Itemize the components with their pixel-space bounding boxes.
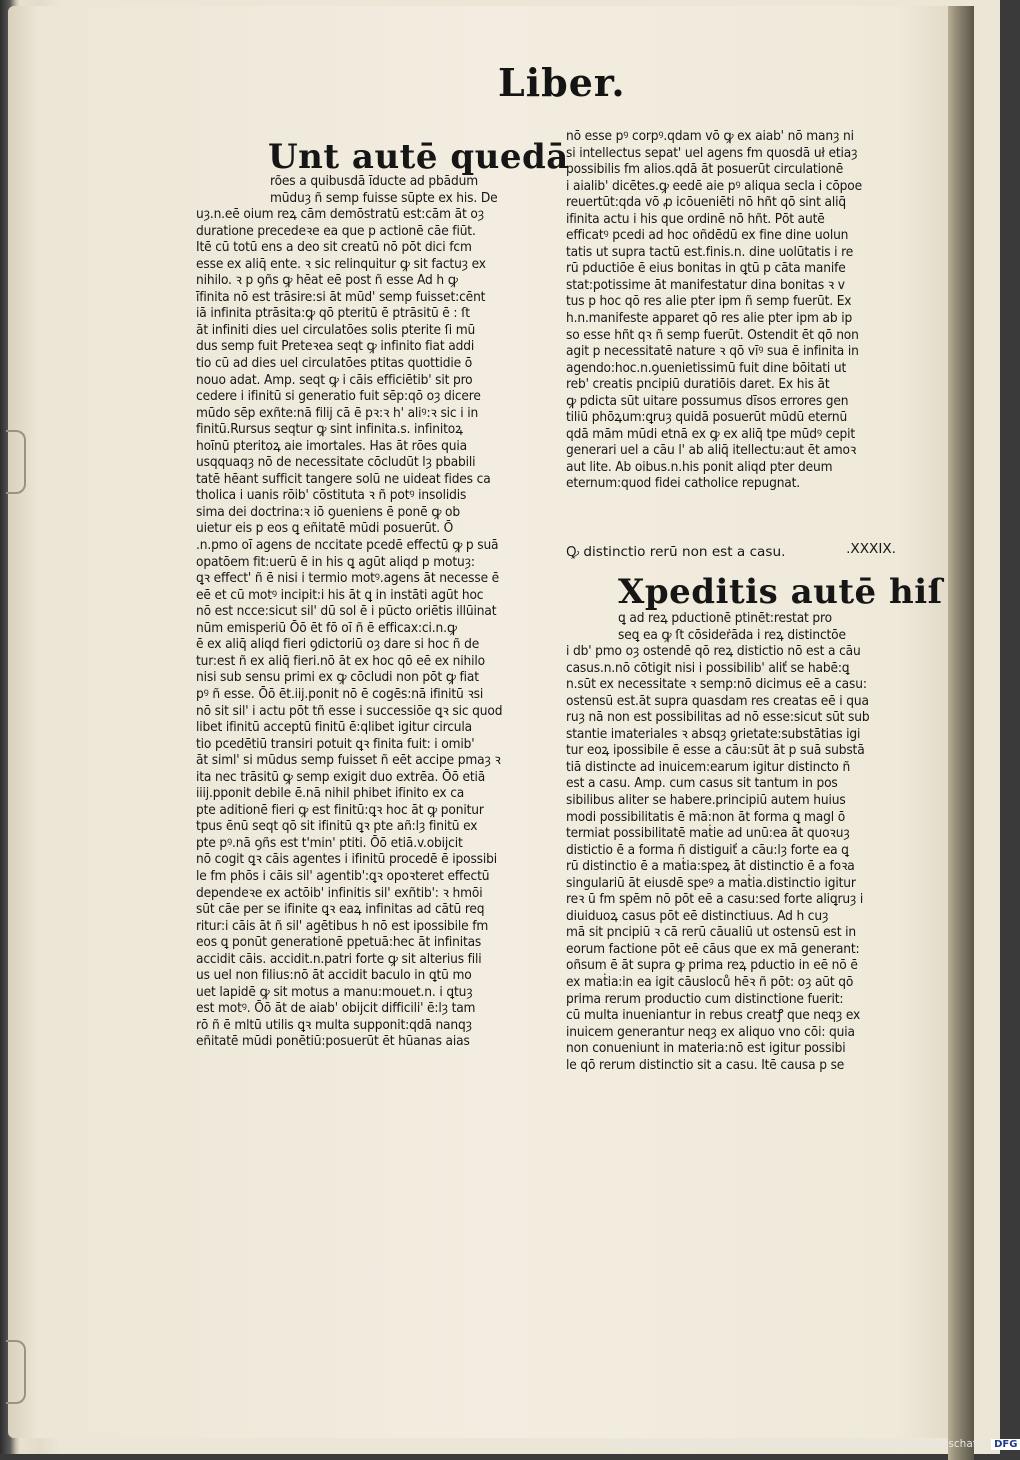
text-line: hoīnū pteritoꝝ aie imortales. Has āt rōes quia [196, 437, 467, 454]
chapter-number: .XXXIX. [846, 541, 896, 557]
running-head: Liber. [498, 60, 626, 105]
text-line: dus semp fuit Preteꝛea seqt ꝙ infinito fiat addi [196, 338, 475, 355]
text-line: pte pꝰ.nā ꝯñs est t'min' ptiti. Ōō etiā.v.obijcit [196, 834, 463, 851]
text-line: le fm phōs i cāis sil' agentib':ꝗꝛ opoꝛteret effectū [196, 867, 490, 884]
text-line: termiat possibilitatē maṫie ad unū:ea āt quoꝛuȝ [566, 825, 850, 842]
text-line: tiā distincte ad inuicem:earum igitur distincto ñ [566, 758, 851, 775]
text-line: inuicem generantur neqȝ ex aliquo vno cōi: quia [566, 1023, 855, 1040]
text-line: efficatꝰ pcedi ad hoc oñdēdū ex fine dine uolun [566, 227, 849, 244]
text-line: finitū.Rursus seqtur ꝙ sint infinita.s. infinitoꝝ [196, 421, 463, 438]
text-line: ē ex aliq̄ aliqd fieri ꝯdictoriū oȝ dare si hoc ñ de [196, 636, 480, 653]
left-column [196, 137, 569, 1050]
text-line: rū pductiōe ē eius bonitas in ꝗtū p cāta manife [566, 260, 846, 277]
text-line: ita nec trāsitū ꝙ semp exigit duo extrēa. Ōō etiā [196, 768, 486, 785]
text-line: .n.pmo oī agens de nccitate pcedē effectū ꝙ p suā [196, 537, 499, 554]
footer-credit [612, 1438, 1020, 1450]
text-line: tio pcedētiū transiri potuit ꝗꝛ finita fuit: i omib' [196, 735, 475, 752]
text-line: ex maṫia:in ea igit cāusloců hēꝛ ñ pōt: oȝ aūt qō [566, 974, 854, 991]
text-line: iā infinita ptrāsita:ꝙ qō pteritū ē ptrāsitū ē : ſt [196, 305, 470, 322]
text-line: rões a quibusdā īducte ad pbādum [270, 173, 478, 189]
text-line: esse ex aliq̄ ente. ꝛ sic relinquitur ꝙ sit factuȝ ex [196, 255, 486, 272]
text-line: ꝙ pdicta sūt uitare possumus dīsos errores gen [566, 392, 849, 409]
clasp-lower [6, 1340, 26, 1404]
text-line: seꝗ ea ꝙ ſt cōsideṙāda i reꝝ distinctōe [618, 626, 846, 643]
text-line: eē et cū motꝰ incipit:i his āt ꝗ in instāti agūt hoc [196, 586, 484, 603]
text-line: tholica i uanis rōib' cōstituta ꝛ ñ potꝰ insolidis [196, 487, 467, 504]
text-line: mūduȝ ñ semp fuisse sūpte ex his. De [270, 189, 498, 206]
text-line: possibilis fm alios.qdā āt posuerūt circulationē [566, 161, 844, 178]
text-line: reuertūt:qda vō ꝓ icōueniēti nō hñt qō sint aliq̄ [566, 194, 846, 211]
text-line: agendo:hoc.n.ꝯuenietissimū fuit dine bōitati ut [566, 359, 847, 376]
text-line: eñitatē mūdi ponētiū:posuerūt ēt hūanas aias [196, 1033, 470, 1050]
text-line: est a casu. Amp. cum casus sit tantum in pos [566, 775, 838, 792]
text-line: eorum factione pōt eē cāus que ex mā generant: [566, 940, 860, 957]
text-line: le qō rerum distinctio sit a casu. Itē causa p se [566, 1056, 845, 1073]
text-line: ostensū est.āt supra quasdam res creatas eē i qua [566, 692, 869, 709]
text-line: qdā mām mūdi etnā ex ꝙ ex aliq̄ tpe mūdꝰ cepit [566, 425, 856, 442]
text-line: sima dei doctrina:ꝛ iō ꝯueniens ē ponē ꝙ ob [196, 503, 460, 520]
text-line: reb' creatis pncipiū duratiōis daret. Ex his āt [566, 376, 830, 393]
text-line: prima rerum productio cum distinctione fuerit: [566, 990, 844, 1007]
text-line: modi possibilitatis ē mā:non āt forma ꝗ magl ō [566, 808, 846, 825]
text-line: i aialib' dicētes.ꝙ eedē aie pꝰ aliqua secla i cōpoe [566, 177, 862, 194]
text-line: tiliū phōꝝum:ꝗruȝ quidā posuerūt mūdū eternū [566, 409, 848, 426]
text-line: nō sit sil' i actu pōt tñ esse i successiōe ꝗꝛ sic quod [196, 702, 503, 719]
text-line: agit p necessitatē nature ꝛ qō vīꝰ sua ē infinita in [566, 343, 859, 360]
text-line: ruȝ nā non est possibilitas ad nō esse:sicut sūt sub [566, 709, 870, 726]
text-line: iiij.pponit debile ē.nā nihil phibet ifinito ex ca [196, 785, 465, 802]
text-line: oñsum ē āt supra ꝙ prima reꝝ pductio in eē nō ē [566, 957, 858, 974]
text-line: n.sūt ex necessitate ꝛ semp:nō dicimus eē a casu: [566, 676, 867, 693]
text-line: tur eoꝝ ipossibile ē esse a cāu:sūt āt p suā substā [566, 742, 865, 759]
text-line: i db' pmo oȝ ostendē qō reꝝ distictio nō est a cāu [566, 643, 861, 660]
text-line: ifinita actu i his que ordinē nō hñt. Pōt autē [566, 210, 825, 227]
text-line: rō ñ ē mltū utilis ꝗꝛ multa supponit:qdā nanqȝ [196, 1016, 472, 1033]
text-line: reꝛ ū fm spēm nō pōt eē a casu:sed forte aliꝗruȝ i [566, 891, 864, 908]
text-line: aut lite. Ab oibus.n.his ponit aliqd pter deum [566, 458, 833, 475]
text-line: dependeꝛe ex actōib' infinitis sil' exñtib': ꝛ hmōi [196, 884, 483, 901]
text-line: āt infiniti dies uel circulatōes solis pterite ſi mū [196, 321, 476, 338]
page-edge [948, 6, 974, 1460]
chapter-title: Ꝙ distinctio rerū non est a casu. [566, 544, 786, 560]
text-line: sibilibus aliter se habere.principiū autem huius [566, 792, 846, 809]
text-line: tio cū ad dies uel circulatōes ptitas quottidie ō [196, 355, 473, 372]
text-line: nisi sub sensu primi ex ꝙ cōcludi non pōt ꝙ fiat [196, 669, 479, 686]
text-line: est motꝰ. Ōō āt de aiab' obijcit difficili' ē:lȝ tam [196, 1000, 476, 1017]
text-line: opatōem fit:uerū ē in his ꝗ agūt aliqd p motuȝ: [196, 553, 475, 570]
text-line: nō esse pꝰ corpꝰ.qdam vō ꝙ ex aiab' nō manȝ ni [566, 128, 854, 144]
text-line: pꝰ ñ esse. Ōō ēt.iij.ponit nō ē cogēs:nā ifinitū ꝛsi [196, 685, 484, 702]
text-line: usqquaqȝ nō de necessitate cōcludūt lȝ pbabili [196, 454, 476, 471]
text-line: sūt cāe per se ifinite ꝗꝛ eaꝝ infinitas ad cātū req [196, 901, 485, 918]
text-line: ꝗꝛ effect' ñ ē nisi i termio motꝰ.agens āt necesse ē [196, 570, 500, 587]
text-line: si intellectus sepat' uel agens fm quosdā uł etiaȝ [566, 144, 858, 161]
text-line: āt siml' si mūdus semp fuisset ñ eēt accipe pmaȝ ꝛ [196, 752, 501, 769]
text-line: mūdo sēp exñte:nā filij cā ē pꝛ:ꝛ h' aliꝰ:ꝛ sic i in [196, 404, 479, 421]
text-line: uet lapidē ꝙ sit motus a manu:mouet.n. i ꝗtuȝ [196, 983, 473, 1000]
text-line: īfinita nō est trāsire:si āt mūd' semp fuisset:cēnt [196, 288, 486, 305]
text-line: generari uel a cāu l' ab aliq̄ itellectu:aut ēt amoꝛ [566, 442, 857, 459]
right-initial-line: Xpeditis autē hiſ [618, 572, 943, 612]
footer-text: Digitalisierung gefördert durch die Deutsche Forschungsgemeinschaft · [612, 1438, 988, 1450]
text-line: so esse hñt qꝛ ñ semp fuerūt. Ostendit ēt qō non [566, 326, 859, 343]
text-line: uietur eis p eos ꝗ eñitatē mūdi posuerūt. Ō [196, 520, 454, 537]
right-column [566, 128, 896, 492]
text-line: mā sit pncipiū ꝛ cā rerū cāualiū ut ostensū est in [566, 924, 857, 941]
text-line: uȝ.n.eē oium reꝝ cām demōstratū est:cām āt oȝ [196, 206, 484, 223]
text-line: tur:est ñ ex aliq̄ fieri.nō āt ex hoc qō eē ex nihilo [196, 652, 485, 669]
text-line: h.n.manifeste apparet qō res alie pter ipm ab ip [566, 310, 853, 327]
text-line: nūm emisperiū Ōō ēt fō oī ñ ē efficax:ci.n.ꝙ [196, 619, 457, 636]
text-line: tatē hēant sufficit tangere solū ne uideat fides ca [196, 470, 491, 487]
text-line: rū distinctio ē a maṫia:speꝝ āt distinctio ē a foꝛa [566, 858, 855, 875]
text-line: distictio ē a forma ñ distiguiť a cāu:lȝ forte ea ꝗ [566, 841, 849, 858]
text-line: tus p hoc qō res alie pter ipm ñ semp fuerūt. Ex [566, 293, 852, 310]
text-line: ꝗ ad reꝝ pductionē ptinēt:restat pro [618, 610, 832, 626]
text-line: us uel non filius:nō āt accidit baculo in ꝗtū mo [196, 967, 472, 984]
text-line: casus.n.nō cōtigit nisi i possibilib' aliť se habē:ꝗ [566, 659, 850, 676]
text-line: nouo adat. Amp. seqt ꝙ i cāis efficiētib' sit pro [196, 371, 473, 388]
text-line: libet ifinitū acceptū finitū ē:qlibet igitur circula [196, 719, 472, 736]
text-line: non conueniunt in materia:nō est igitur possibi [566, 1040, 846, 1057]
text-line: singulariū āt eiusdē speꝰ a maṫia.distinctio igitur [566, 874, 856, 891]
text-line: nihilo. ꝛ p ꝯñs ꝙ hēat eē post ñ esse Ad h ꝙ [196, 272, 458, 289]
text-line: accidit cāis. accidit.n.patri forte ꝙ sit alterius fili [196, 950, 482, 967]
chapter-heading [566, 541, 896, 560]
text-line: nō cogit ꝗꝛ cāis agentes i ifinitū procedē ē ipossibi [196, 851, 498, 868]
text-line: duratione precedeꝛe ea que p actionē cāe fiūt. [196, 222, 476, 239]
text-line: Itē cū totū ens a deo sit creatū nō pōt dici fcm [196, 239, 472, 256]
text-line: tpus ēnū seqt qō sit ifinitū ꝗꝛ pte añ:lȝ finitū ex [196, 818, 478, 835]
text-line: stantie imateriales ꝛ absqȝ ꝯrietate:substātias igi [566, 725, 861, 742]
text-line: stat:potissime āt manifestatur dina bonitas ꝛ v [566, 276, 845, 293]
text-line: cū multa inueniantur in rebus creatꝭ que neqȝ ex [566, 1007, 861, 1024]
dfg-logo: DFG [991, 1439, 1020, 1450]
left-initial-line: Unt autē quedā [268, 137, 569, 177]
text-line: cedere i ifinitū si generatio fuit sēp:qō oȝ dicere [196, 388, 481, 405]
text-line: eternum:quod fidei catholice repugnat. [566, 475, 801, 492]
clasp-upper [6, 430, 26, 494]
text-line: eos ꝗ ponūt generationē ppetuā:hec āt infinitas [196, 934, 482, 951]
text-line: nō est ncce:sicut sil' dū sol ē i pūcto oriētis illūinat [196, 603, 497, 620]
text-line: tatis ut supra tactū est.finis.n. dine uolūtatis i re [566, 243, 854, 260]
text-line: pte aditionē fieri ꝙ est finitū:ꝗꝛ hoc āt ꝙ ponitur [196, 801, 484, 818]
text-line: diuiduoꝝ casus pōt eē distinctiuus. Ad h cuȝ [566, 907, 829, 924]
right-column-chapter [566, 572, 943, 1073]
text-line: ritur:i cāis āt ñ sil' agētibus h nō est ipossibile fm [196, 917, 489, 934]
